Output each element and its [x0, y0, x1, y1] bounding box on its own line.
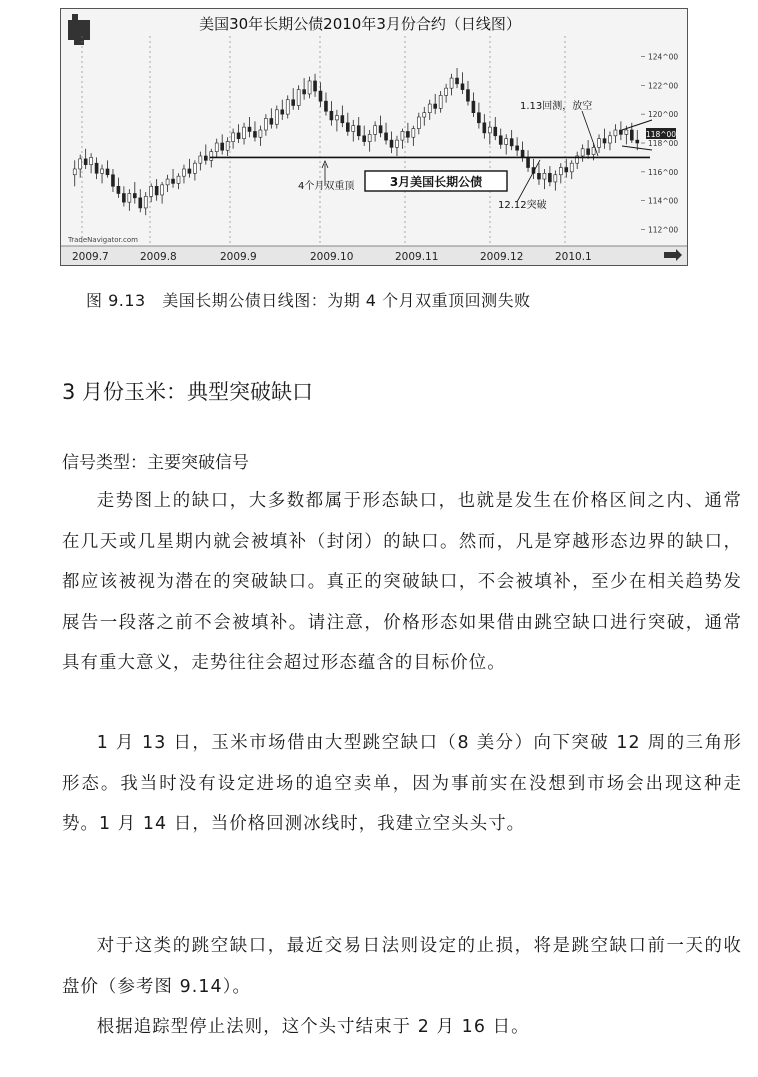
signal-type-heading: 信号类型：主要突破信号: [62, 453, 249, 473]
x-tick-label: 2009.11: [395, 251, 439, 263]
annotation-breakout: 12.12突破: [498, 200, 547, 211]
y-tick-label: 114^00: [648, 196, 679, 206]
y-tick-label: 116^00: [648, 167, 679, 177]
paragraph-4: 根据追踪型停止法则，这个头寸结束于 2 月 16 日。: [96, 1017, 530, 1037]
price-chart: [60, 8, 688, 266]
paragraph-2: 1 月 13 日，玉米市场借由大型跳空缺口（8 美分）向下突破 12 周的三角形形态。我当时没有设定进场的追空卖单，因为事前实在没想到市场会出现这种走势。1 月 14 日，当价格回测冰线时，我建立空头头寸。: [62, 733, 742, 834]
last-price-label: 118^00: [645, 130, 677, 139]
paragraph-3: 对于这类的跳空缺口，最近交易日法则设定的止损，将是跳空缺口前一天的收盘价（参考图 9.14）。: [62, 936, 742, 997]
x-tick-label: 2009.12: [480, 251, 524, 263]
x-axis: [72, 251, 592, 263]
chart-frame: [61, 9, 688, 266]
annotation-double-top: 4个月双重顶: [298, 181, 355, 192]
x-tick-label: 2009.9: [220, 251, 257, 263]
section-heading: 3 月份玉米：典型突破缺口: [62, 380, 314, 404]
y-tick-label: 122^00: [648, 81, 679, 91]
figure-caption: 图 9.13 美国长期公债日线图：为期 4 个月双重顶回测失败: [86, 291, 531, 310]
chart-svg: [60, 8, 688, 266]
annotation-retest: 1.13回测，放空: [520, 101, 593, 112]
chart-title: 美国30年长期公债2010年3月份合约（日线图）: [199, 15, 521, 33]
x-tick-label: 2009.7: [72, 251, 109, 263]
y-tick-label: 120^00: [648, 110, 679, 120]
x-tick-label: 2009.8: [140, 251, 177, 263]
y-tick-label: 112^00: [648, 225, 679, 235]
chart-watermark: TradeNavigator.com: [68, 236, 138, 244]
x-tick-label: 2009.10: [310, 251, 354, 263]
x-tick-label: 2010.1: [555, 251, 592, 263]
y-tick-label: 124^00: [648, 52, 679, 62]
y-tick-label: 118^00: [648, 139, 679, 148]
paragraph-1: 走势图上的缺口，大多数都属于形态缺口，也就是发生在价格区间之内、通常在几天或几星期内就会被填补（封闭）的缺口。然而，凡是穿越形态边界的缺口，都应该被视为潜在的突破缺口。真正的突破缺口，不会被填补，至少在相关趋势发展告一段落之前不会被填补。请注意，价格形态如果借由跳空缺口进行突破，通常具有重大意义，走势往往会超过形态蕴含的目标价位。: [62, 491, 742, 673]
callout-bond: 3月美国长期公债: [389, 175, 483, 189]
